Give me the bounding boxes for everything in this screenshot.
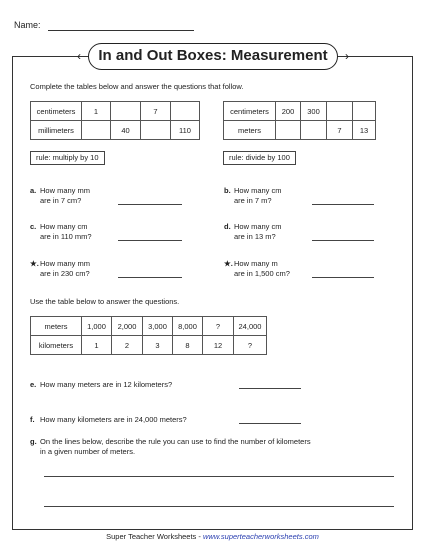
arrow-right-icon: ›: [345, 49, 349, 63]
table-row: [31, 336, 267, 355]
table-cell: ?: [234, 336, 267, 355]
question-label: a.: [30, 186, 37, 195]
table-cell: [111, 102, 141, 121]
table-row: [31, 121, 200, 140]
table-cell: 2: [112, 336, 143, 355]
question-label: f.: [30, 415, 35, 424]
question-label: g.: [30, 437, 37, 446]
table-cell: 8,000: [173, 317, 203, 336]
star-icon: ★.: [224, 259, 233, 268]
name-field[interactable]: [48, 30, 194, 31]
table-m-km: [30, 316, 267, 355]
answer-line-f[interactable]: [239, 423, 301, 424]
table-cell: [276, 121, 301, 140]
table-cell: 24,000: [234, 317, 267, 336]
question-text-line2: are in 13 m?: [234, 232, 276, 241]
rule-box-left: rule: multiply by 10: [30, 151, 105, 165]
table-cell: 1: [82, 336, 112, 355]
table-cell: 2,000: [112, 317, 143, 336]
table-cell: 7: [327, 121, 353, 140]
table-cell: [171, 102, 200, 121]
footer-link[interactable]: www.superteacherworksheets.com: [202, 532, 319, 541]
question-text-line2: are in 7 m?: [234, 196, 272, 205]
answer-line-b[interactable]: [312, 204, 374, 205]
answer-line-star-2[interactable]: [312, 277, 374, 278]
table-cm-mm: [30, 101, 200, 140]
question-text-line1: How many mm: [40, 186, 91, 195]
question-text-line2: are in 1,500 cm?: [234, 269, 290, 278]
table-cell: kilometers: [31, 336, 82, 355]
table-row: [31, 317, 267, 336]
instructions-table: Use the table below to answer the questions.: [30, 297, 180, 306]
question-text: How many meters are in 12 kilometers?: [40, 380, 173, 389]
table-cell: [353, 102, 376, 121]
table-cell: 13: [353, 121, 376, 140]
table-cell: 1: [82, 102, 111, 121]
table-row: [224, 121, 376, 140]
table-cell: centimeters: [31, 102, 82, 121]
question-text-line1: How many m: [234, 259, 278, 268]
question-text-line2: are in 7 cm?: [40, 196, 82, 205]
table-cell: 3: [143, 336, 173, 355]
worksheet-title: [77, 43, 349, 70]
footer-brand: Super Teacher Worksheets -: [106, 532, 203, 541]
answer-line-a[interactable]: [118, 204, 182, 205]
answer-line-d[interactable]: [312, 240, 374, 241]
star-icon: ★.: [30, 259, 39, 268]
answer-line-e[interactable]: [239, 388, 301, 389]
table-cell: 3,000: [143, 317, 173, 336]
table-cell: 7: [141, 102, 171, 121]
table-cell: millimeters: [31, 121, 82, 140]
table-cell: 200: [276, 102, 301, 121]
rule-box-right: rule: divide by 100: [223, 151, 296, 165]
question-text: How many kilometers are in 24,000 meters?: [40, 415, 187, 424]
name-label: Name:: [14, 20, 41, 30]
title-text: In and Out Boxes: Measurement: [98, 47, 328, 64]
question-text-line1: How many cm: [234, 222, 282, 231]
instructions-main: Complete the tables below and answer the questions that follow.: [30, 82, 244, 91]
writing-line-2[interactable]: [44, 506, 394, 507]
table-cell: 12: [203, 336, 234, 355]
question-text-line2: are in 230 cm?: [40, 269, 90, 278]
table-row: [224, 102, 376, 121]
table-cell: 300: [301, 102, 327, 121]
arrow-left-icon: ‹: [77, 49, 81, 63]
table-cell: meters: [31, 317, 82, 336]
question-label: c.: [30, 222, 37, 231]
question-label: d.: [224, 222, 231, 231]
table-cell: [141, 121, 171, 140]
table-cell: meters: [224, 121, 276, 140]
table-row: [31, 102, 200, 121]
answer-line-c[interactable]: [118, 240, 182, 241]
question-label: e.: [30, 380, 37, 389]
table-cell: centimeters: [224, 102, 276, 121]
question-text-line2: are in 110 mm?: [40, 232, 92, 241]
table-cell: [82, 121, 111, 140]
answer-line-star-1[interactable]: [118, 277, 182, 278]
table-cell: 110: [171, 121, 200, 140]
question-text-line1: How many cm: [234, 186, 282, 195]
table-cell: [301, 121, 327, 140]
table-cell: ?: [203, 317, 234, 336]
table-cell: [327, 102, 353, 121]
table-cell: 8: [173, 336, 203, 355]
question-text-line2: in a given number of meters.: [40, 447, 136, 456]
table-cm-m: [223, 101, 376, 140]
table-cell: 40: [111, 121, 141, 140]
question-text-line1: How many cm: [40, 222, 88, 231]
question-text-line1: On the lines below, describe the rule you can use to find the number of kilometers: [40, 437, 311, 446]
question-label: b.: [224, 186, 231, 195]
question-text-line1: How many mm: [40, 259, 91, 268]
footer: [0, 532, 425, 541]
table-cell: 1,000: [82, 317, 112, 336]
writing-line-1[interactable]: [44, 476, 394, 477]
